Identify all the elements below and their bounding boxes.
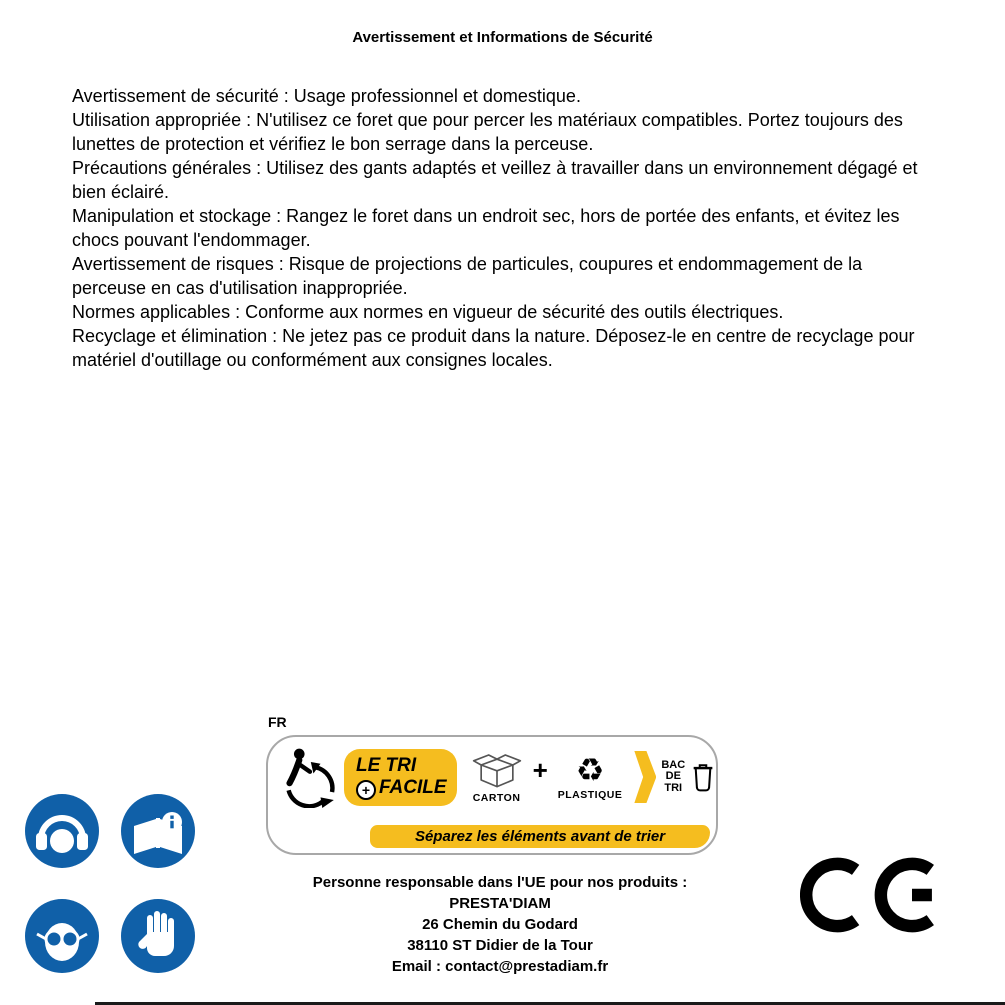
safety-paragraph: Normes applicables : Conforme aux normes en vigueur de sécurité des outils électriques. — [72, 302, 784, 322]
page-title: Avertissement et Informations de Sécurité — [352, 29, 653, 46]
plastique-material — [558, 753, 623, 801]
plus-circle-icon: + — [356, 780, 376, 800]
trash-bin-icon — [690, 759, 716, 795]
company-name: PRESTA'DIAM — [449, 895, 551, 912]
address-line-1: 26 Chemin du Godard — [422, 916, 578, 933]
email-line: Email : contact@prestadiam.fr — [391, 958, 609, 975]
le-tri-facile-label — [344, 749, 457, 806]
responsible-person-block — [250, 872, 750, 977]
info-tri-row — [268, 737, 716, 817]
wear-eye-protection-icon — [24, 898, 100, 974]
carton-label: CARTON — [472, 792, 521, 804]
safety-paragraph: Manipulation et stockage : Rangez le foret dans un endroit sec, hors de portée des enfants, et évitez les chocs pouvant l'endommager. — [72, 206, 900, 250]
yellow-chevron-icon — [634, 751, 656, 803]
materials-section — [457, 750, 635, 804]
ce-mark-icon — [800, 848, 940, 943]
tri-tagline: Séparez les éléments avant de trier — [370, 825, 710, 848]
le-tri-text: LE TRI — [356, 754, 417, 776]
mandatory-pictograms — [24, 793, 196, 974]
bac-de-tri-label — [661, 760, 685, 795]
carton-material — [471, 750, 523, 804]
safety-paragraphs — [72, 84, 938, 372]
bac-de-tri-section — [634, 751, 716, 803]
bac-line: BAC — [661, 758, 686, 771]
read-instruction-manual-icon — [120, 793, 196, 869]
safety-paragraph: Précautions générales : Utilisez des gants adaptés et veillez à travailler dans un environnement dégagé et bien éclairé. — [72, 158, 918, 202]
bac-line: DE — [665, 770, 681, 783]
wear-ear-protection-icon — [24, 793, 100, 869]
safety-paragraph: Avertissement de risques : Risque de projections de particules, coupures et endommagement de la perceuse en cas d'utilisation inappropriée. — [72, 254, 863, 298]
plastique-label: PLASTIQUE — [557, 789, 623, 801]
safety-paragraph: Utilisation appropriée : N'utilisez ce foret que pour percer les matériaux compatibles. Portez toujours des lunettes de protection et vérifiez le bon serrage dans la perceuse. — [72, 110, 903, 154]
bac-line: TRI — [664, 781, 683, 794]
wear-protective-gloves-icon — [120, 898, 196, 974]
responsible-heading: Personne responsable dans l'UE pour nos produits : — [312, 874, 688, 891]
info-tri-badge — [266, 735, 718, 855]
plus-icon: + — [532, 754, 548, 785]
safety-paragraph: Recyclage et élimination : Ne jetez pas ce produit dans la nature. Déposez-le en centre de recyclage pour matériel d'outillage ou conformément aux consignes locales. — [72, 326, 915, 370]
triman-icon — [278, 746, 340, 808]
address-line-2: 38110 ST Didier de la Tour — [407, 937, 593, 954]
safety-paragraph: Avertissement de sécurité : Usage professionnel et domestique. — [72, 86, 581, 106]
recycle-triangle-icon: ♻ — [575, 752, 605, 788]
fr-country-label: FR — [268, 714, 287, 730]
facile-text: FACILE — [379, 776, 447, 798]
carton-box-icon — [471, 750, 523, 790]
